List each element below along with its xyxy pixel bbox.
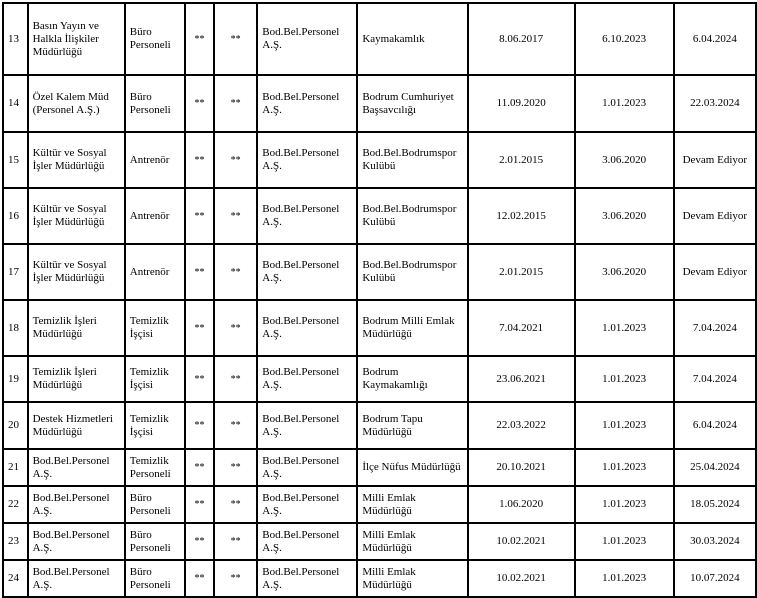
start-date-cell-text: 7.04.2021 — [499, 321, 544, 334]
employer-cell — [257, 3, 357, 75]
employer-cell — [257, 523, 357, 560]
end-date-cell — [674, 188, 756, 244]
start-date-cell — [468, 356, 575, 402]
masked-field-1-text: ** — [194, 33, 205, 45]
end-date-cell-text: 10.07.2024 — [690, 572, 740, 584]
employer-cell-text: Bod.Bel.Personel A.Ş. — [262, 491, 340, 517]
end-date-cell — [674, 244, 756, 300]
workplace-cell — [357, 560, 467, 597]
table-body — [3, 3, 756, 597]
masked-field-1 — [185, 523, 214, 560]
start-date-cell — [468, 244, 575, 300]
start-date-cell — [468, 132, 575, 188]
employer-cell — [257, 75, 357, 132]
employer-cell-text: Bod.Bel.Personel A.Ş. — [262, 147, 340, 172]
masked-field-1-text: ** — [194, 462, 205, 473]
masked-field-2-text: ** — [230, 322, 241, 334]
workplace-cell-text: Bod.Bel.Bodrumspor Kulübü — [362, 203, 457, 228]
job-title-cell-text: Antrenör — [129, 209, 170, 222]
row-number-text: 19 — [8, 372, 19, 385]
assignment-date-cell-text: 1.01.2023 — [602, 372, 647, 385]
end-date-cell-text: 6.04.2024 — [692, 419, 737, 431]
job-title-cell — [125, 523, 185, 560]
workplace-cell — [357, 486, 467, 523]
masked-field-2-text: ** — [230, 266, 241, 278]
masked-field-1 — [185, 402, 214, 449]
masked-field-2-text: ** — [230, 536, 241, 547]
workplace-cell-text: Milli Emlak Müdürlüğü — [362, 565, 416, 591]
start-date-cell — [468, 3, 575, 75]
start-date-cell-text: 10.02.2021 — [496, 535, 546, 547]
end-date-cell-text: 7.04.2024 — [692, 372, 737, 385]
department-cell — [28, 75, 125, 132]
assignment-date-cell — [575, 356, 674, 402]
job-title-cell-text: Antrenör — [129, 153, 170, 166]
workplace-cell-text: Milli Emlak Müdürlüğü — [362, 491, 416, 517]
employer-cell-text: Bod.Bel.Personel A.Ş. — [262, 454, 340, 480]
end-date-cell — [674, 523, 756, 560]
department-cell — [28, 300, 125, 356]
department-cell-text: Basın Yayın ve Halkla İlişkiler Müdürlüğü — [32, 19, 99, 58]
job-title-cell — [125, 75, 185, 132]
job-title-cell-text: Büro Personeli — [129, 565, 171, 591]
department-cell-text: Bod.Bel.Personel A.Ş. — [32, 565, 110, 591]
employer-cell-text: Bod.Bel.Personel A.Ş. — [262, 259, 340, 284]
end-date-cell-text: Devam Ediyor — [682, 265, 748, 278]
assignment-date-cell — [575, 188, 674, 244]
table-row — [3, 486, 756, 523]
masked-field-1-text: ** — [194, 573, 205, 584]
job-title-cell-text: Temizlik İşçisi — [129, 366, 169, 391]
end-date-cell-text: 25.04.2024 — [690, 461, 740, 473]
table-row — [3, 560, 756, 597]
assignment-date-cell — [575, 75, 674, 132]
start-date-cell-text: 20.10.2021 — [496, 461, 546, 473]
masked-field-2 — [214, 356, 257, 402]
department-cell-text: Kültür ve Sosyal İşler Müdürlüğü — [32, 147, 107, 172]
row-number — [3, 523, 28, 560]
row-number-text: 14 — [8, 97, 19, 109]
job-title-cell — [125, 356, 185, 402]
end-date-cell-text: 6.04.2024 — [692, 32, 737, 45]
job-title-cell-text: Büro Personeli — [129, 90, 171, 116]
department-cell-text: Özel Kalem Müd (Personel A.Ş.) — [32, 90, 109, 116]
end-date-cell-text: 22.03.2024 — [690, 97, 740, 109]
assignment-date-cell-text: 1.01.2023 — [602, 461, 647, 473]
assignment-date-cell — [575, 560, 674, 597]
row-number — [3, 75, 28, 132]
masked-field-1 — [185, 356, 214, 402]
masked-field-2 — [214, 300, 257, 356]
employer-cell — [257, 244, 357, 300]
department-cell-text: Bod.Bel.Personel A.Ş. — [32, 491, 110, 517]
end-date-cell-text: Devam Ediyor — [682, 153, 748, 166]
job-title-cell — [125, 402, 185, 449]
job-title-cell-text: Antrenör — [129, 265, 170, 278]
masked-field-1 — [185, 560, 214, 597]
masked-field-1-text: ** — [194, 536, 205, 547]
row-number-text: 15 — [8, 153, 19, 166]
start-date-cell-text: 8.06.2017 — [499, 32, 544, 45]
masked-field-2-text: ** — [230, 573, 241, 584]
end-date-cell-text: 30.03.2024 — [690, 535, 740, 547]
masked-field-1 — [185, 244, 214, 300]
masked-field-2-text: ** — [230, 210, 241, 222]
employer-cell — [257, 449, 357, 486]
table-row — [3, 523, 756, 560]
masked-field-1-text: ** — [194, 499, 205, 510]
job-title-cell-text: Temizlik İşçisi — [129, 412, 169, 438]
end-date-cell-text: Devam Ediyor — [682, 209, 748, 222]
row-number-text: 13 — [8, 32, 19, 45]
workplace-cell — [357, 523, 467, 560]
department-cell — [28, 3, 125, 75]
assignment-date-cell-text: 3.06.2020 — [602, 153, 647, 166]
row-number — [3, 560, 28, 597]
workplace-cell-text: Bod.Bel.Bodrumspor Kulübü — [362, 259, 457, 284]
start-date-cell-text: 11.09.2020 — [496, 97, 546, 109]
masked-field-2 — [214, 132, 257, 188]
start-date-cell — [468, 449, 575, 486]
department-cell-text: Bod.Bel.Personel A.Ş. — [32, 454, 110, 480]
row-number-text: 18 — [8, 321, 19, 334]
table-row — [3, 402, 756, 449]
masked-field-1 — [185, 449, 214, 486]
job-title-cell — [125, 300, 185, 356]
assignment-date-cell-text: 1.01.2023 — [602, 321, 647, 334]
workplace-cell-text: İlçe Nüfus Müdürlüğü — [362, 461, 461, 473]
assignment-date-cell-text: 6.10.2023 — [602, 32, 647, 45]
row-number — [3, 300, 28, 356]
masked-field-1 — [185, 3, 214, 75]
start-date-cell — [468, 75, 575, 132]
end-date-cell — [674, 449, 756, 486]
end-date-cell-text: 18.05.2024 — [690, 498, 740, 510]
department-cell — [28, 402, 125, 449]
row-number-text: 20 — [8, 419, 19, 431]
row-number-text: 22 — [8, 498, 19, 510]
masked-field-2-text: ** — [230, 33, 241, 45]
masked-field-2 — [214, 402, 257, 449]
employer-cell — [257, 356, 357, 402]
masked-field-1 — [185, 75, 214, 132]
job-title-cell — [125, 244, 185, 300]
employer-cell — [257, 402, 357, 449]
workplace-cell-text: Bodrum Milli Emlak Müdürlüğü — [362, 315, 455, 340]
masked-field-2 — [214, 75, 257, 132]
job-title-cell-text: Temizlik Personeli — [129, 454, 171, 480]
job-title-cell-text: Büro Personeli — [129, 491, 171, 517]
assignment-date-cell — [575, 486, 674, 523]
department-cell-text: Bod.Bel.Personel A.Ş. — [32, 528, 110, 554]
assignment-date-cell — [575, 244, 674, 300]
masked-field-1-text: ** — [194, 210, 205, 222]
workplace-cell-text: Bodrum Kaymakamlığı — [362, 366, 428, 391]
assignment-date-cell-text: 1.01.2023 — [602, 419, 647, 431]
start-date-cell — [468, 188, 575, 244]
end-date-cell — [674, 486, 756, 523]
row-number — [3, 3, 28, 75]
start-date-cell-text: 23.06.2021 — [496, 372, 546, 385]
assignment-date-cell — [575, 300, 674, 356]
employer-cell-text: Bod.Bel.Personel A.Ş. — [262, 366, 340, 391]
assignment-date-cell — [575, 3, 674, 75]
job-title-cell — [125, 188, 185, 244]
department-cell — [28, 523, 125, 560]
assignment-date-cell-text: 1.01.2023 — [602, 97, 647, 109]
end-date-cell — [674, 560, 756, 597]
end-date-cell — [674, 132, 756, 188]
end-date-cell — [674, 75, 756, 132]
masked-field-2 — [214, 188, 257, 244]
workplace-cell — [357, 132, 467, 188]
end-date-cell — [674, 300, 756, 356]
department-cell-text: Kültür ve Sosyal İşler Müdürlüğü — [32, 259, 107, 284]
assignment-date-cell-text: 1.01.2023 — [602, 498, 647, 510]
row-number — [3, 188, 28, 244]
department-cell-text: Temizlik İşleri Müdürlüğü — [32, 366, 97, 391]
department-cell — [28, 356, 125, 402]
masked-field-2 — [214, 449, 257, 486]
assignment-date-cell-text: 1.01.2023 — [602, 535, 647, 547]
workplace-cell-text: Kaymakamlık — [362, 32, 425, 45]
employer-cell-text: Bod.Bel.Personel A.Ş. — [262, 203, 340, 228]
row-number-text: 17 — [8, 265, 19, 278]
job-title-cell — [125, 3, 185, 75]
department-cell — [28, 486, 125, 523]
start-date-cell-text: 12.02.2015 — [496, 209, 546, 222]
employer-cell-text: Bod.Bel.Personel A.Ş. — [262, 26, 340, 51]
employer-cell-text: Bod.Bel.Personel A.Ş. — [262, 565, 340, 591]
masked-field-1 — [185, 188, 214, 244]
row-number — [3, 132, 28, 188]
table-row — [3, 244, 756, 300]
workplace-cell — [357, 356, 467, 402]
workplace-cell — [357, 188, 467, 244]
job-title-cell — [125, 486, 185, 523]
workplace-cell-text: Bodrum Tapu Müdürlüğü — [362, 412, 423, 438]
job-title-cell-text: Temizlik İşçisi — [129, 315, 169, 340]
workplace-cell — [357, 300, 467, 356]
end-date-cell — [674, 402, 756, 449]
masked-field-2-text: ** — [230, 462, 241, 473]
masked-field-1-text: ** — [194, 322, 205, 334]
assignment-date-cell — [575, 132, 674, 188]
assignment-date-cell — [575, 402, 674, 449]
row-number — [3, 356, 28, 402]
table-row — [3, 132, 756, 188]
row-number-text: 21 — [8, 461, 19, 473]
masked-field-1 — [185, 486, 214, 523]
job-title-cell — [125, 449, 185, 486]
masked-field-2-text: ** — [230, 373, 241, 385]
masked-field-2-text: ** — [230, 420, 241, 431]
department-cell-text: Kültür ve Sosyal İşler Müdürlüğü — [32, 203, 107, 228]
table-row — [3, 3, 756, 75]
department-cell — [28, 132, 125, 188]
masked-field-1-text: ** — [194, 420, 205, 431]
masked-field-2-text: ** — [230, 98, 241, 109]
masked-field-1 — [185, 300, 214, 356]
table-row — [3, 300, 756, 356]
department-cell — [28, 244, 125, 300]
masked-field-1-text: ** — [194, 98, 205, 109]
department-cell — [28, 560, 125, 597]
job-title-cell — [125, 560, 185, 597]
workplace-cell — [357, 3, 467, 75]
workplace-cell-text: Bodrum Cumhuriyet Başsavcılığı — [362, 90, 454, 116]
workplace-cell — [357, 244, 467, 300]
assignment-date-cell — [575, 523, 674, 560]
start-date-cell-text: 2.01.2015 — [499, 153, 544, 166]
job-title-cell-text: Büro Personeli — [129, 26, 171, 51]
table-row — [3, 75, 756, 132]
assignment-date-cell-text: 3.06.2020 — [602, 265, 647, 278]
assignment-date-cell — [575, 449, 674, 486]
workplace-cell-text: Milli Emlak Müdürlüğü — [362, 528, 416, 554]
department-cell-text: Destek Hizmetleri Müdürlüğü — [32, 412, 113, 438]
department-cell — [28, 188, 125, 244]
table-row — [3, 356, 756, 402]
start-date-cell-text: 1.06.2020 — [499, 498, 544, 510]
employer-cell — [257, 132, 357, 188]
masked-field-1-text: ** — [194, 373, 205, 385]
workplace-cell — [357, 449, 467, 486]
employer-cell-text: Bod.Bel.Personel A.Ş. — [262, 315, 340, 340]
row-number-text: 23 — [8, 535, 19, 547]
masked-field-1 — [185, 132, 214, 188]
masked-field-2-text: ** — [230, 499, 241, 510]
start-date-cell-text: 10.02.2021 — [496, 572, 546, 584]
personnel-table — [2, 2, 757, 598]
end-date-cell-text: 7.04.2024 — [692, 321, 737, 334]
department-cell-text: Temizlik İşleri Müdürlüğü — [32, 315, 97, 340]
start-date-cell — [468, 560, 575, 597]
end-date-cell — [674, 356, 756, 402]
employer-cell-text: Bod.Bel.Personel A.Ş. — [262, 90, 340, 116]
start-date-cell-text: 2.01.2015 — [499, 265, 544, 278]
employer-cell-text: Bod.Bel.Personel A.Ş. — [262, 528, 340, 554]
table-row — [3, 449, 756, 486]
table-row — [3, 188, 756, 244]
workplace-cell-text: Bod.Bel.Bodrumspor Kulübü — [362, 147, 457, 172]
department-cell — [28, 449, 125, 486]
assignment-date-cell-text: 1.01.2023 — [602, 572, 647, 584]
masked-field-1-text: ** — [194, 266, 205, 278]
workplace-cell — [357, 402, 467, 449]
masked-field-2 — [214, 486, 257, 523]
masked-field-1-text: ** — [194, 154, 205, 166]
workplace-cell — [357, 75, 467, 132]
employer-cell — [257, 300, 357, 356]
row-number — [3, 449, 28, 486]
masked-field-2 — [214, 523, 257, 560]
employer-cell — [257, 188, 357, 244]
row-number — [3, 244, 28, 300]
employer-cell — [257, 486, 357, 523]
job-title-cell-text: Büro Personeli — [129, 528, 171, 554]
row-number-text: 16 — [8, 209, 19, 222]
employer-cell — [257, 560, 357, 597]
start-date-cell — [468, 523, 575, 560]
assignment-date-cell-text: 3.06.2020 — [602, 209, 647, 222]
row-number — [3, 486, 28, 523]
start-date-cell — [468, 486, 575, 523]
start-date-cell — [468, 300, 575, 356]
employer-cell-text: Bod.Bel.Personel A.Ş. — [262, 412, 340, 438]
masked-field-2 — [214, 244, 257, 300]
masked-field-2 — [214, 560, 257, 597]
row-number — [3, 402, 28, 449]
end-date-cell — [674, 3, 756, 75]
masked-field-2-text: ** — [230, 154, 241, 166]
masked-field-2 — [214, 3, 257, 75]
row-number-text: 24 — [8, 572, 19, 584]
start-date-cell — [468, 402, 575, 449]
job-title-cell — [125, 132, 185, 188]
start-date-cell-text: 22.03.2022 — [496, 419, 546, 431]
